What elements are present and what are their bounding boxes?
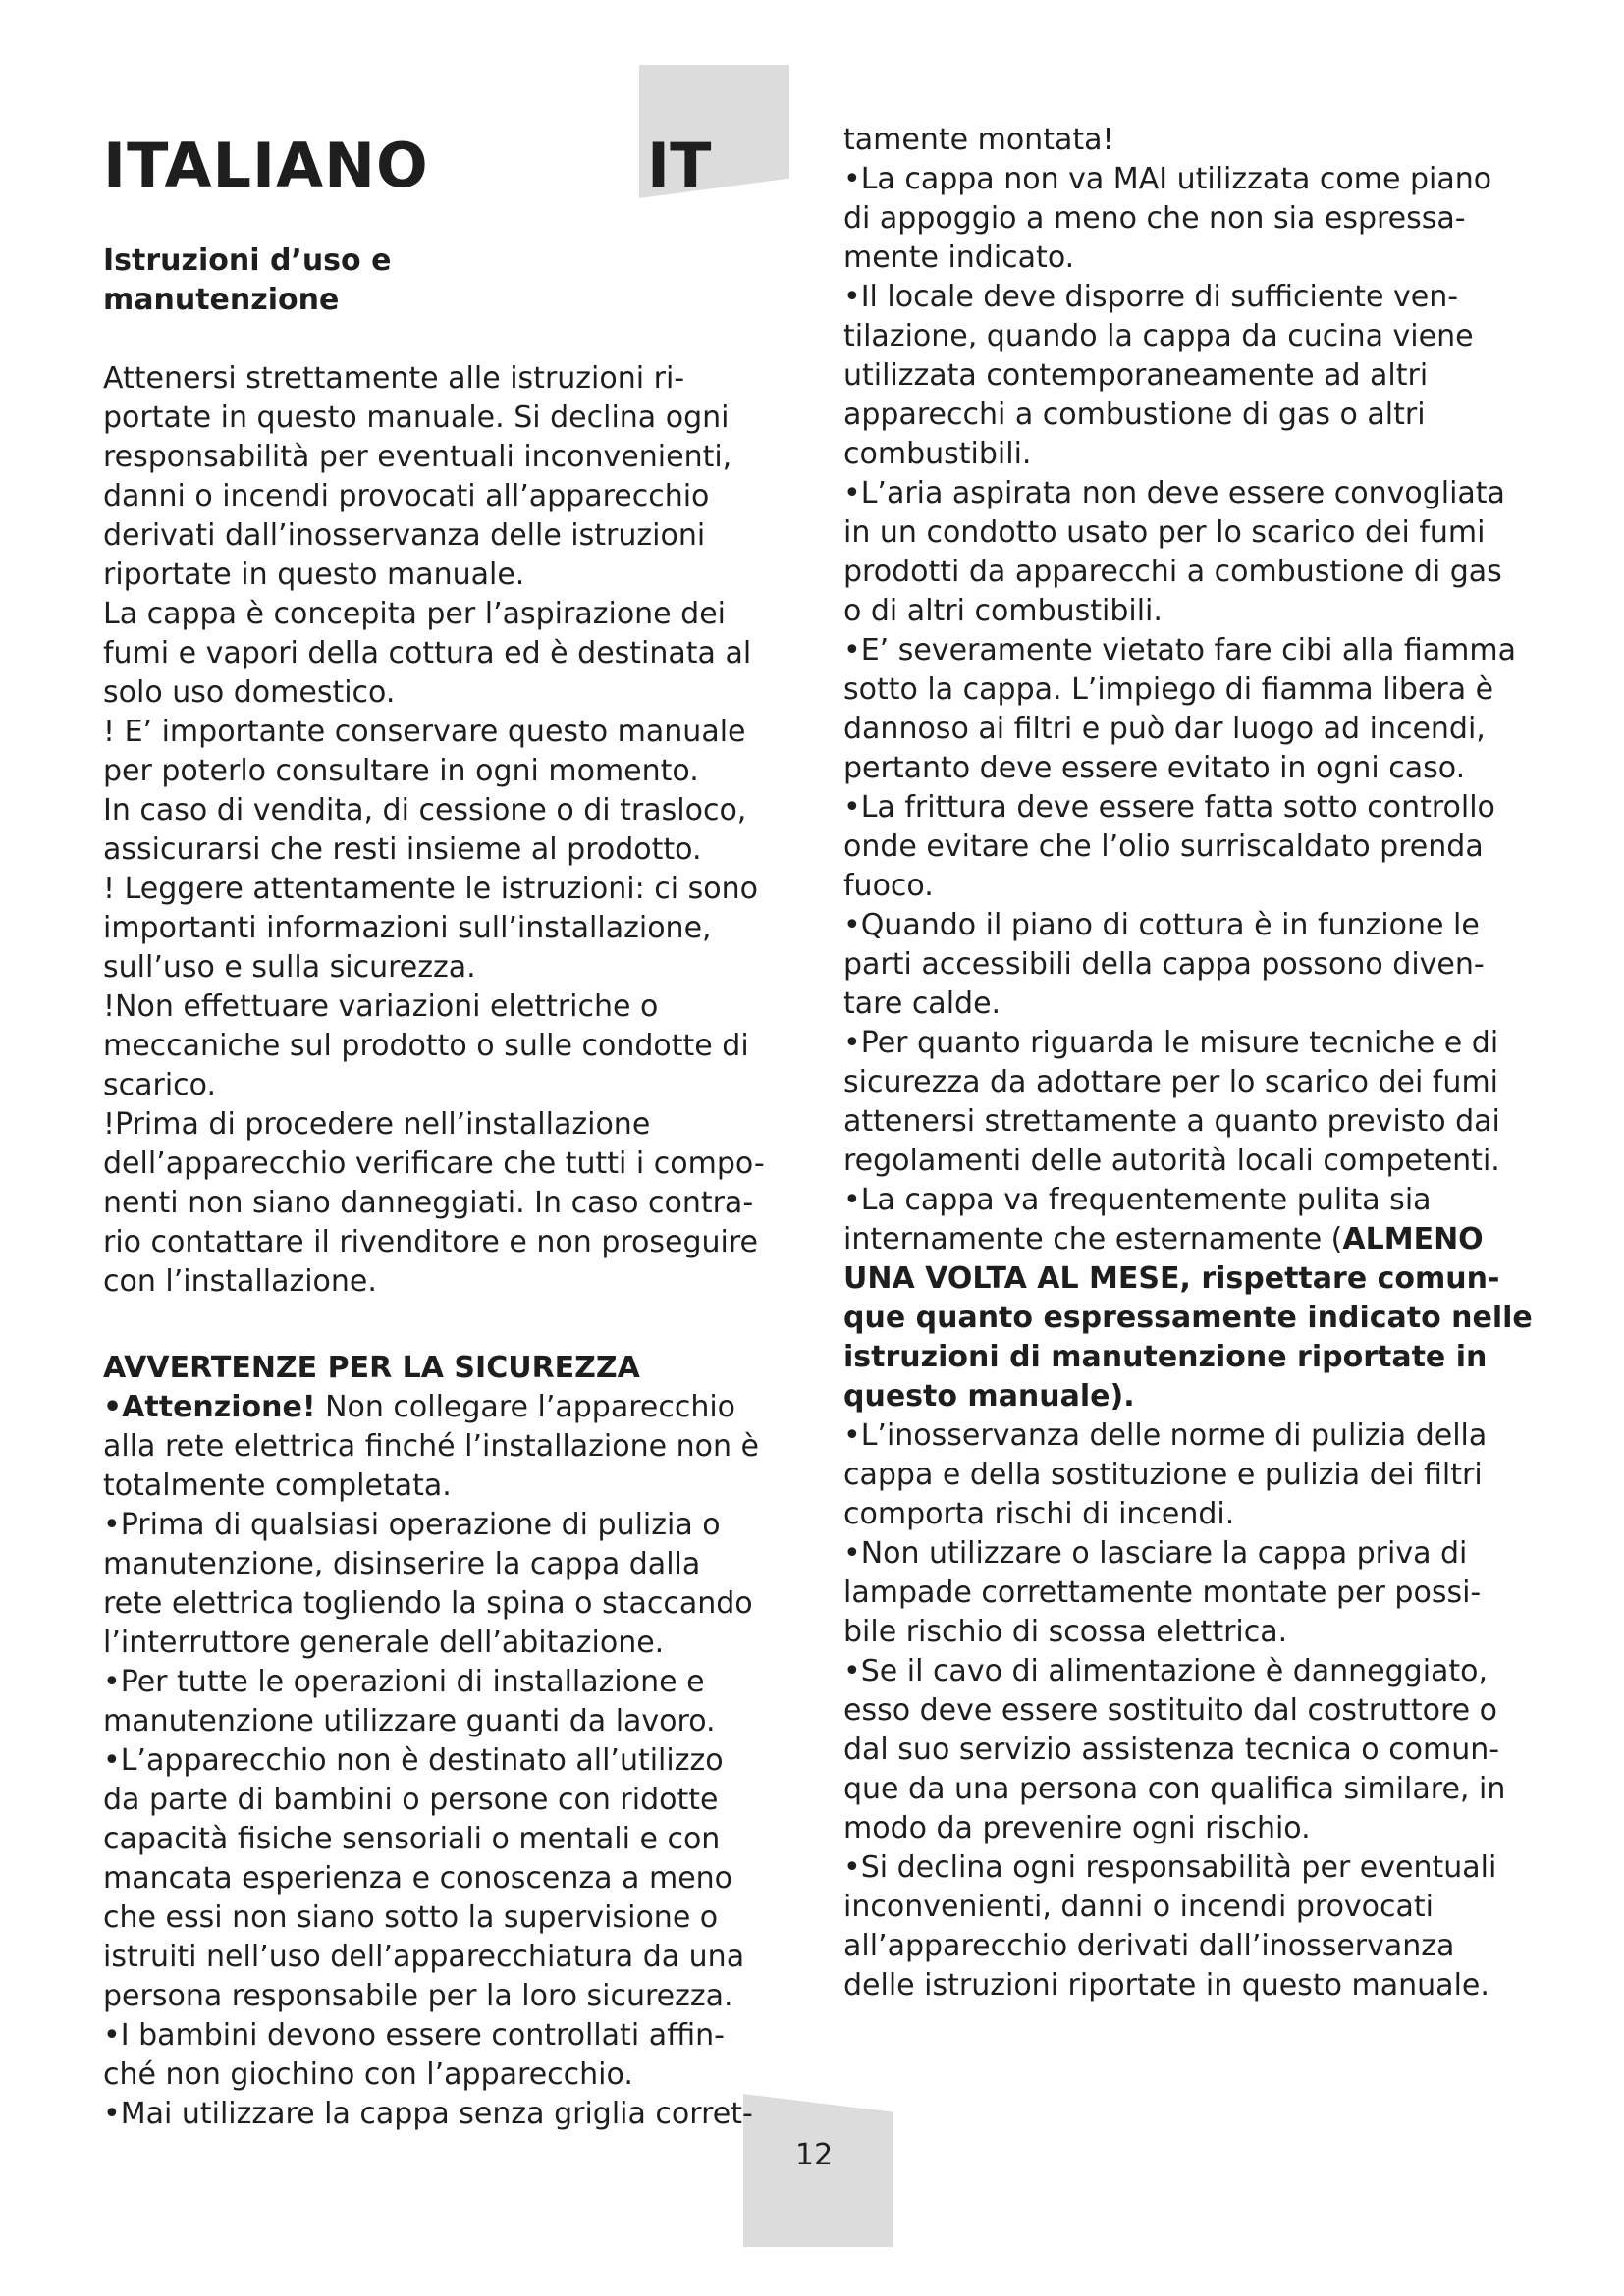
text-line: in un condotto usato per lo scarico dei fumi [843, 515, 1486, 550]
text-line: •E’ severamente vietato fare cibi alla fiamma [843, 633, 1516, 667]
text-line: !Prima di procedere nell’installazione [103, 1107, 651, 1142]
text-line: fumi e vapori della cottura ed è destinata al [103, 636, 752, 670]
bold-line: que quanto espressamente indicato nelle [843, 1301, 1533, 1335]
text-line: regolamenti delle autorità locali competenti. [843, 1144, 1500, 1178]
right-column [843, 121, 1545, 2005]
text-line: ché non giochino con l’apparecchio. [103, 2057, 633, 2092]
text-line: In caso di vendita, di cessione o di trasloco, [103, 793, 747, 828]
text-line: tare calde. [843, 987, 1001, 1021]
intro-paragraph [103, 359, 805, 1302]
text-line: fuoco. [843, 869, 934, 903]
text-line: •Per tutte le operazioni di installazione e [103, 1665, 705, 1699]
text-line: •Non utilizzare o lasciare la cappa priva di [843, 1536, 1468, 1571]
text-line: sotto la cappa. L’impiego di fiamma libera è [843, 672, 1494, 707]
safety-list [103, 1427, 805, 2134]
text-line: di appoggio a meno che non sia espressa- [843, 201, 1466, 236]
text-line: totalmente completata. [103, 1468, 452, 1503]
text-line: delle istruzioni riportate in questo manuale. [843, 1968, 1489, 2002]
text-line: rio contattare il rivenditore e non proseguire [103, 1225, 759, 1259]
text-line: dannoso ai filtri e può dar luogo ad incendi, [843, 712, 1486, 746]
text-line [103, 1388, 805, 1427]
text-line: istruiti nell’uso dell’apparecchiatura da una [103, 1940, 745, 1974]
text-line: con l’installazione. [103, 1264, 377, 1299]
page-number: 12 [795, 2138, 834, 2172]
text-line: l’interruttore generale dell’abitazione. [103, 1626, 665, 1660]
text-line: importanti informazioni sull’installazione, [103, 911, 712, 945]
text-line: utilizzata contemporaneamente ad altri [843, 358, 1429, 393]
text-line: •Prima di qualsiasi operazione di pulizia o [103, 1508, 721, 1542]
text-line: alla rete elettrica finché l’installazione non è [103, 1429, 759, 1464]
text-line: que da una persona con qualifica similare, in [843, 1772, 1506, 1806]
text-line: scarico. [103, 1068, 217, 1102]
text-line: meccaniche sul prodotto o sulle condotte di [103, 1029, 749, 1063]
text-line: prodotti da apparecchi a combustione di gas [843, 555, 1502, 589]
text-line: solo uso domestico. [103, 675, 396, 710]
text-line [843, 1220, 1545, 1259]
text-line: •Per quanto riguarda le misure tecniche e di [843, 1026, 1499, 1060]
text-line: apparecchi a combustione di gas o altri [843, 398, 1426, 432]
bold-line: questo manuale). [843, 1379, 1135, 1414]
text-line: La cappa è concepita per l’aspirazione dei [103, 597, 727, 631]
text-line: parti accessibili della cappa possono diven- [843, 947, 1485, 982]
text-line: •Se il cavo di alimentazione è danneggiato, [843, 1654, 1489, 1688]
text-line: sicurezza da adottare per lo scarico dei fumi [843, 1065, 1499, 1099]
text-line: •I bambini devono essere controllati affin- [103, 2018, 725, 2053]
text-line: rete elettrica togliendo la spina o staccando [103, 1586, 753, 1621]
text-line: capacità fisiche sensoriali o mentali e con [103, 1822, 721, 1856]
text-line: •Si declina ogni responsabilità per eventuali [843, 1850, 1497, 1885]
bold-line: istruzioni di manutenzione riportate in [843, 1340, 1488, 1374]
text-line: per poterlo consultare in ogni momento. [103, 754, 699, 788]
text-line: mente indicato. [843, 240, 1075, 275]
text-line: tilazione, quando la cappa da cucina viene [843, 319, 1474, 353]
text-line: portate in questo manuale. Si declina ogni [103, 400, 730, 435]
text-line: derivati dall’inosservanza delle istruzioni [103, 518, 706, 553]
text-line: dal suo servizio assistenza tecnica o comun- [843, 1733, 1500, 1767]
text-line: nenti non siano danneggiati. In caso contra- [103, 1186, 754, 1220]
text-line: •L’aria aspirata non deve essere convogliata [843, 476, 1505, 510]
safety-heading: AVVERTENZE PER LA SICUREZZA [103, 1351, 640, 1385]
text-line: •Mai utilizzare la cappa senza griglia corret- [103, 2097, 753, 2131]
text-line: manutenzione utilizzare guanti da lavoro. [103, 1704, 716, 1738]
text-line: assicurarsi che resti insieme al prodotto. [103, 832, 702, 867]
left-column [103, 241, 805, 2134]
text-line: lampade correttamente montate per possi- [843, 1575, 1482, 1610]
text-line: manutenzione, disinserire la cappa dalla [103, 1547, 701, 1581]
text-line: inconvenienti, danni o incendi provocati [843, 1890, 1435, 1924]
text-line: •La frittura deve essere fatta sotto controllo [843, 790, 1495, 825]
text-line: mancata esperienza e conoscenza a meno [103, 1861, 733, 1896]
text-line: da parte di bambini o persone con ridotte [103, 1783, 719, 1817]
text-line: riportate in questo manuale. [103, 558, 525, 592]
text-line: cappa e della sostituzione e pulizia dei filtri [843, 1458, 1483, 1492]
text-line: responsabilità per eventuali inconvenienti, [103, 440, 732, 474]
text-line: dell’apparecchio verificare che tutti i compo- [103, 1147, 765, 1181]
text-span: Non collegare l’apparecchio [315, 1390, 736, 1424]
text-line: o di altri combustibili. [843, 594, 1163, 628]
text-line: Attenersi strettamente alle istruzioni ri- [103, 361, 685, 396]
warning-label: •Attenzione! [103, 1390, 316, 1424]
subtitle-line: Istruzioni d’uso e [103, 243, 392, 278]
text-line: onde evitare che l’olio surriscaldato prenda [843, 829, 1484, 864]
language-code: IT [647, 130, 712, 201]
text-span: internamente che esternamente ( [843, 1222, 1343, 1256]
text-line: comporta rischi di incendi. [843, 1497, 1235, 1531]
text-line: combustibili. [843, 437, 1032, 471]
text-line: •Il locale deve disporre di sufficiente ven- [843, 280, 1459, 314]
text-line: persona responsabile per la loro sicurezza. [103, 1979, 733, 2013]
text-line: !Non effettuare variazioni elettriche o [103, 989, 659, 1024]
text-line: attenersi strettamente a quanto previsto dai [843, 1104, 1500, 1139]
text-line: •Quando il piano di cottura è in funzione le [843, 908, 1480, 942]
text-line: modo da prevenire ogni rischio. [843, 1811, 1311, 1845]
text-line: ! E’ importante conservare questo manuale [103, 715, 746, 749]
bold-span: ALMENO [1342, 1222, 1484, 1256]
text-line: •La cappa va frequentemente pulita sia [843, 1183, 1432, 1217]
text-line: danni o incendi provocati all’apparecchio [103, 479, 710, 513]
text-line: •L’inosservanza delle norme di pulizia della [843, 1418, 1488, 1453]
text-line: sull’uso e sulla sicurezza. [103, 950, 476, 985]
text-line: •La cappa non va MAI utilizzata come piano [843, 162, 1492, 196]
text-line: pertanto deve essere evitato in ogni caso. [843, 751, 1466, 785]
bold-line: UNA VOLTA AL MESE, rispettare comun- [843, 1261, 1500, 1296]
text-line: che essi non siano sotto la supervisione o [103, 1900, 719, 1935]
text-line: all’apparecchio derivati dall’inosservanza [843, 1929, 1455, 1963]
language-title: ITALIANO [103, 130, 429, 201]
subtitle-line: manutenzione [103, 283, 340, 317]
text-line: esso deve essere sostituito dal costruttore o [843, 1693, 1497, 1728]
text-line: bile rischio di scossa elettrica. [843, 1615, 1288, 1649]
text-line: tamente montata! [843, 123, 1114, 157]
text-line: ! Leggere attentamente le istruzioni: ci sono [103, 872, 758, 906]
text-line: •L’apparecchio non è destinato all’utilizzo [103, 1743, 724, 1778]
